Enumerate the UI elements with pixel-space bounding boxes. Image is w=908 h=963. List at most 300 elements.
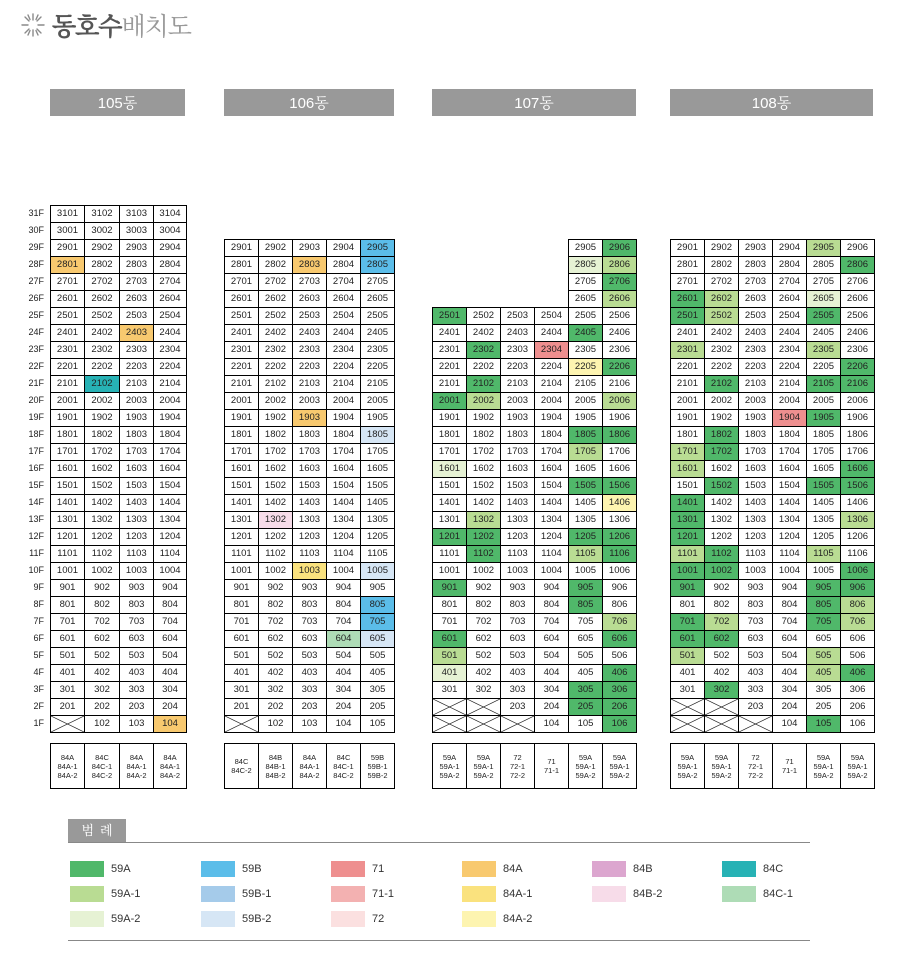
unit-row [670, 307, 874, 324]
unit-cell: 2301 [670, 341, 705, 359]
legend-item [331, 861, 384, 877]
unit-type-label: 84C-1 [91, 761, 113, 771]
legend-label: 84B-2 [633, 888, 663, 900]
unit-cell: 2302 [258, 341, 293, 359]
unit-row [50, 698, 186, 715]
unit-row [224, 307, 394, 324]
unit-cell: 1905 [806, 409, 841, 427]
unit-cell: 1403 [292, 494, 327, 512]
unit-cell: 1403 [738, 494, 773, 512]
unit-cell: 801 [670, 596, 705, 614]
unit-cell: 904 [326, 579, 361, 597]
unit-row [224, 341, 394, 358]
unit-cell: 2501 [432, 307, 467, 325]
unit-cell: 1202 [466, 528, 501, 546]
unit-cell: 604 [534, 630, 569, 648]
unit-cell: 1703 [292, 443, 327, 461]
unit-row [432, 256, 636, 273]
unit-type-label: 59A-2 [711, 770, 732, 780]
unit-cell: 1802 [704, 426, 739, 444]
unit-cell: 1001 [670, 562, 705, 580]
unit-cell: 301 [670, 681, 705, 699]
unit-cell: 304 [153, 681, 187, 699]
unit-cell: 2802 [704, 256, 739, 274]
unit-cell: 2803 [119, 256, 154, 274]
unit-cell: 3102 [84, 205, 120, 223]
unit-type-label: 84C-1 [333, 761, 354, 771]
unit-cell: 2802 [84, 256, 120, 274]
building-header-106: 106동 [224, 89, 394, 116]
unit-type-label: 84A [129, 752, 144, 762]
unit-cell: 301 [50, 681, 85, 699]
unit-cell: 2903 [292, 239, 327, 257]
unit-cell: 206 [602, 698, 637, 716]
unit-cell: 2503 [119, 307, 154, 325]
floor-label: 19F [28, 412, 44, 422]
unit-cell: 405 [568, 664, 603, 682]
unit-cell: 1902 [704, 409, 739, 427]
unit-cell: 1805 [360, 426, 395, 444]
unit-type-label: 59A [476, 752, 491, 762]
unit-cell: 804 [326, 596, 361, 614]
unit-type-label: 84B [268, 752, 283, 762]
unit-cell: 2702 [258, 273, 293, 291]
unit-type-cell [292, 743, 327, 789]
unit-cell: 303 [738, 681, 773, 699]
legend-swatch [592, 861, 626, 877]
unit-cell: 2506 [602, 307, 637, 325]
unit-cell: 406 [840, 664, 875, 682]
unit-cell: 2305 [568, 341, 603, 359]
unit-row [670, 392, 874, 409]
unit-cell: 2103 [738, 375, 773, 393]
unit-type-label: 59A-1 [609, 761, 630, 771]
unit-type-label: 84A-1 [126, 761, 147, 771]
unit-cell: 601 [670, 630, 705, 648]
unit-type-label: 59A [714, 752, 729, 762]
unit-cell: 3002 [84, 222, 120, 240]
unit-cell: 204 [772, 698, 807, 716]
unit-cell: 2306 [602, 341, 637, 359]
unit-row [50, 630, 186, 647]
unit-cell: 2002 [258, 392, 293, 410]
unit-cell: 703 [500, 613, 535, 631]
unit-cell: 2102 [84, 375, 120, 393]
unit-cell: 901 [224, 579, 259, 597]
unit-cell: 1502 [466, 477, 501, 495]
unit-cell: 1002 [704, 562, 739, 580]
unit-cell: 2101 [432, 375, 467, 393]
unit-cell: 1904 [534, 409, 569, 427]
unit-cell: 2003 [292, 392, 327, 410]
unit-cell: 2305 [360, 341, 395, 359]
unit-cell: 1302 [84, 511, 120, 529]
unit-cell: 1601 [432, 460, 467, 478]
unit-cell: 705 [568, 613, 603, 631]
unit-cell: 1601 [224, 460, 259, 478]
unit-cell: 2403 [119, 324, 154, 342]
unit-cell: 1303 [500, 511, 535, 529]
unit-type-label: 59A-2 [439, 770, 460, 780]
unit-cell: 1004 [534, 562, 569, 580]
unit-cell: 2101 [50, 375, 85, 393]
unit-cell: 601 [432, 630, 467, 648]
unit-cell: 902 [704, 579, 739, 597]
unit-type-label: 59A [578, 752, 593, 762]
unit-cell: 1705 [806, 443, 841, 461]
unit-row [670, 324, 874, 341]
unit-cell: 803 [292, 596, 327, 614]
unit-cell: 1801 [670, 426, 705, 444]
unit-cell: 304 [772, 681, 807, 699]
unit-row [224, 613, 394, 630]
unit-cell: 703 [292, 613, 327, 631]
unit-cell: 2603 [738, 290, 773, 308]
unit-cell: 1704 [153, 443, 187, 461]
unit-cell: 2905 [568, 239, 603, 257]
unit-type-cell [119, 743, 154, 789]
unit-row [432, 443, 636, 460]
unit-cell: 2302 [466, 341, 501, 359]
unit-row [432, 647, 636, 664]
unit-cell: 1203 [738, 528, 773, 546]
legend-item [462, 886, 532, 902]
unit-type-cell [360, 743, 395, 789]
unit-cell: 2805 [360, 256, 395, 274]
unit-row [50, 443, 186, 460]
unit-cell: 2805 [568, 256, 603, 274]
unit-cell: 2204 [772, 358, 807, 376]
unit-cell: 1803 [738, 426, 773, 444]
unit-cell: 402 [466, 664, 501, 682]
legend-swatch [331, 911, 365, 927]
unit-cell: 701 [50, 613, 85, 631]
unit-cell: 402 [704, 664, 739, 682]
unit-cell: 2304 [534, 341, 569, 359]
unit-cell: 2301 [432, 341, 467, 359]
unit-row [670, 715, 874, 732]
unit-cell: 1403 [119, 494, 154, 512]
unit-type-label: 72 [751, 752, 760, 762]
unit-cell-empty [500, 256, 535, 274]
unit-cell: 2606 [602, 290, 637, 308]
unit-row [670, 460, 874, 477]
unit-row [670, 596, 874, 613]
unit-cell: 1201 [432, 528, 467, 546]
unit-cell: 804 [153, 596, 187, 614]
building-header-107: 107동 [432, 89, 636, 116]
unit-cell: 2701 [50, 273, 85, 291]
unit-type-label: 59A-1 [847, 761, 868, 771]
unit-cell: 2004 [534, 392, 569, 410]
unit-type-label: 84C-2 [333, 770, 354, 780]
unit-cell: 2401 [50, 324, 85, 342]
unit-cell: 103 [292, 715, 327, 733]
unit-cell: 502 [704, 647, 739, 665]
legend-item [201, 911, 271, 927]
unit-row [432, 239, 636, 256]
unit-cell: 1803 [292, 426, 327, 444]
unit-cell: 1803 [500, 426, 535, 444]
unit-cell: 503 [292, 647, 327, 665]
unit-row [432, 494, 636, 511]
unit-cell: 1604 [326, 460, 361, 478]
floor-label: 25F [28, 310, 44, 320]
unit-cell: 1505 [806, 477, 841, 495]
legend-item [70, 886, 140, 902]
unit-cell: 2104 [326, 375, 361, 393]
page-title-bold: 동호수 [52, 12, 122, 41]
unit-cell: 1504 [534, 477, 569, 495]
unit-cell: 2106 [840, 375, 875, 393]
unit-cell: 303 [500, 681, 535, 699]
unit-cell: 2503 [738, 307, 773, 325]
unit-cell: 1404 [153, 494, 187, 512]
unit-cell: 906 [602, 579, 637, 597]
unit-cell: 105 [360, 715, 395, 733]
unit-cell: 2904 [772, 239, 807, 257]
floor-label: 10F [28, 565, 44, 575]
unit-cell: 1304 [153, 511, 187, 529]
unit-cell: 1305 [568, 511, 603, 529]
unit-cell: 2205 [360, 358, 395, 376]
unit-cell: 504 [326, 647, 361, 665]
unit-row [50, 239, 186, 256]
unit-cell: 205 [806, 698, 841, 716]
unit-cell: 603 [292, 630, 327, 648]
unit-row [670, 698, 874, 715]
unit-cell: 404 [534, 664, 569, 682]
unit-cell: 1503 [500, 477, 535, 495]
unit-cell: 1601 [50, 460, 85, 478]
unit-cell: 1802 [466, 426, 501, 444]
unit-cell: 2801 [50, 256, 85, 274]
unit-cell: 1204 [153, 528, 187, 546]
unit-cell: 2403 [500, 324, 535, 342]
unit-cell-empty [432, 290, 467, 308]
unit-cell: 302 [84, 681, 120, 699]
unit-cell: 804 [534, 596, 569, 614]
unit-row [670, 290, 874, 307]
unit-cell: 2501 [50, 307, 85, 325]
unit-cell: 2001 [432, 392, 467, 410]
unit-cell: 503 [738, 647, 773, 665]
unit-cell: 904 [534, 579, 569, 597]
unit-cell: 2901 [670, 239, 705, 257]
unit-cell: 1701 [670, 443, 705, 461]
unit-cell: 2502 [704, 307, 739, 325]
floor-label: 11F [29, 548, 44, 558]
legend-swatch [462, 886, 496, 902]
unit-cell: 1406 [602, 494, 637, 512]
legend-label: 84B [633, 863, 653, 875]
unit-cell: 1006 [602, 562, 637, 580]
unit-cell-unavailable [500, 715, 535, 733]
unit-cell: 704 [772, 613, 807, 631]
unit-cell: 2303 [292, 341, 327, 359]
unit-cell: 502 [466, 647, 501, 665]
unit-type-cell [326, 743, 361, 789]
unit-cell: 2405 [360, 324, 395, 342]
unit-cell: 2901 [224, 239, 259, 257]
unit-row [432, 358, 636, 375]
unit-cell: 403 [292, 664, 327, 682]
unit-type-label: 84A-1 [159, 761, 180, 771]
unit-type-label: 72-1 [509, 761, 525, 771]
unit-cell: 1503 [738, 477, 773, 495]
unit-cell: 1301 [670, 511, 705, 529]
unit-cell: 2905 [806, 239, 841, 257]
unit-cell: 1704 [326, 443, 361, 461]
unit-cell: 903 [738, 579, 773, 597]
unit-cell: 1402 [84, 494, 120, 512]
unit-row [224, 256, 394, 273]
legend-item [592, 886, 662, 902]
unit-cell: 1005 [360, 562, 395, 580]
unit-type-label: 59B [370, 752, 385, 762]
legend-swatch [592, 886, 626, 902]
unit-cell: 1302 [258, 511, 293, 529]
unit-cell: 2203 [292, 358, 327, 376]
unit-type-label: 72-1 [747, 761, 763, 771]
legend-swatch [462, 911, 496, 927]
unit-type-label: 59A-2 [473, 770, 494, 780]
unit-cell: 1205 [360, 528, 395, 546]
unit-cell: 802 [84, 596, 120, 614]
unit-cell: 806 [602, 596, 637, 614]
unit-cell: 2405 [806, 324, 841, 342]
floor-label: 23F [28, 344, 44, 354]
unit-cell: 2602 [84, 290, 120, 308]
unit-row [224, 579, 394, 596]
unit-cell: 2705 [360, 273, 395, 291]
unit-row [224, 698, 394, 715]
unit-cell: 1004 [326, 562, 361, 580]
unit-cell: 2404 [326, 324, 361, 342]
unit-row [50, 273, 186, 290]
unit-cell: 1101 [50, 545, 85, 563]
unit-type-label: 71-1 [781, 766, 797, 775]
unit-row [224, 477, 394, 494]
unit-cell: 204 [534, 698, 569, 716]
unit-cell: 704 [326, 613, 361, 631]
unit-type-label: 84B-1 [265, 761, 286, 771]
unit-row [224, 715, 394, 732]
unit-cell: 706 [602, 613, 637, 631]
unit-cell-empty [534, 290, 569, 308]
unit-cell: 802 [704, 596, 739, 614]
unit-cell: 702 [466, 613, 501, 631]
unit-type-label: 71 [785, 757, 794, 766]
unit-cell: 2204 [534, 358, 569, 376]
legend-swatch [331, 861, 365, 877]
unit-cell: 1501 [224, 477, 259, 495]
unit-cell: 1502 [84, 477, 120, 495]
unit-cell: 1902 [258, 409, 293, 427]
unit-cell: 702 [84, 613, 120, 631]
unit-row [224, 239, 394, 256]
unit-cell: 2802 [258, 256, 293, 274]
unit-cell: 1501 [670, 477, 705, 495]
unit-row [670, 409, 874, 426]
unit-cell: 2001 [50, 392, 85, 410]
unit-row [224, 630, 394, 647]
unit-cell: 601 [50, 630, 85, 648]
unit-cell: 901 [50, 579, 85, 597]
unit-cell: 1804 [534, 426, 569, 444]
unit-cell: 2302 [84, 341, 120, 359]
unit-cell: 2704 [326, 273, 361, 291]
floor-label: 31F [28, 208, 44, 218]
unit-type-label: 59A-2 [677, 770, 698, 780]
unit-cell: 2603 [119, 290, 154, 308]
unit-cell-empty [500, 273, 535, 291]
unit-row [224, 375, 394, 392]
unit-cell: 2306 [840, 341, 875, 359]
unit-cell: 505 [360, 647, 395, 665]
unit-cell: 2303 [500, 341, 535, 359]
unit-cell: 605 [360, 630, 395, 648]
unit-cell: 2304 [772, 341, 807, 359]
unit-cell: 902 [84, 579, 120, 597]
unit-cell: 305 [806, 681, 841, 699]
unit-type-cell [704, 743, 739, 789]
unit-cell: 2205 [568, 358, 603, 376]
unit-cell: 903 [292, 579, 327, 597]
unit-cell: 1406 [840, 494, 875, 512]
floor-label: 26F [28, 293, 44, 303]
unit-cell: 2605 [806, 290, 841, 308]
floor-label: 1F [33, 718, 44, 728]
unit-cell: 1204 [534, 528, 569, 546]
unit-type-label: 59A-1 [813, 761, 834, 771]
unit-cell: 2301 [50, 341, 85, 359]
unit-cell: 801 [224, 596, 259, 614]
unit-cell: 205 [568, 698, 603, 716]
unit-cell: 2101 [224, 375, 259, 393]
unit-type-label: 84C [234, 757, 249, 766]
unit-type-label: 59A-1 [473, 761, 494, 771]
unit-cell: 2201 [432, 358, 467, 376]
unit-cell: 903 [500, 579, 535, 597]
unit-cell: 1901 [432, 409, 467, 427]
unit-cell: 2001 [670, 392, 705, 410]
unit-type-cell [840, 743, 875, 789]
unit-cell: 1401 [50, 494, 85, 512]
legend-item [592, 861, 653, 877]
unit-type-cell [466, 743, 501, 789]
unit-row [50, 613, 186, 630]
unit-cell: 401 [670, 664, 705, 682]
unit-cell: 1902 [84, 409, 120, 427]
unit-row [670, 562, 874, 579]
unit-cell: 1704 [772, 443, 807, 461]
unit-row [432, 698, 636, 715]
unit-type-label: 84C-2 [91, 770, 113, 780]
unit-cell: 2801 [670, 256, 705, 274]
unit-cell: 2604 [326, 290, 361, 308]
unit-cell-unavailable [670, 698, 705, 716]
legend-swatch [331, 886, 365, 902]
unit-cell: 305 [568, 681, 603, 699]
unit-row [50, 409, 186, 426]
unit-cell: 2104 [772, 375, 807, 393]
unit-cell: 1801 [50, 426, 85, 444]
unit-type-label: 84A-2 [57, 770, 78, 780]
unit-cell: 803 [500, 596, 535, 614]
unit-cell: 2303 [119, 341, 154, 359]
unit-cell: 1404 [772, 494, 807, 512]
